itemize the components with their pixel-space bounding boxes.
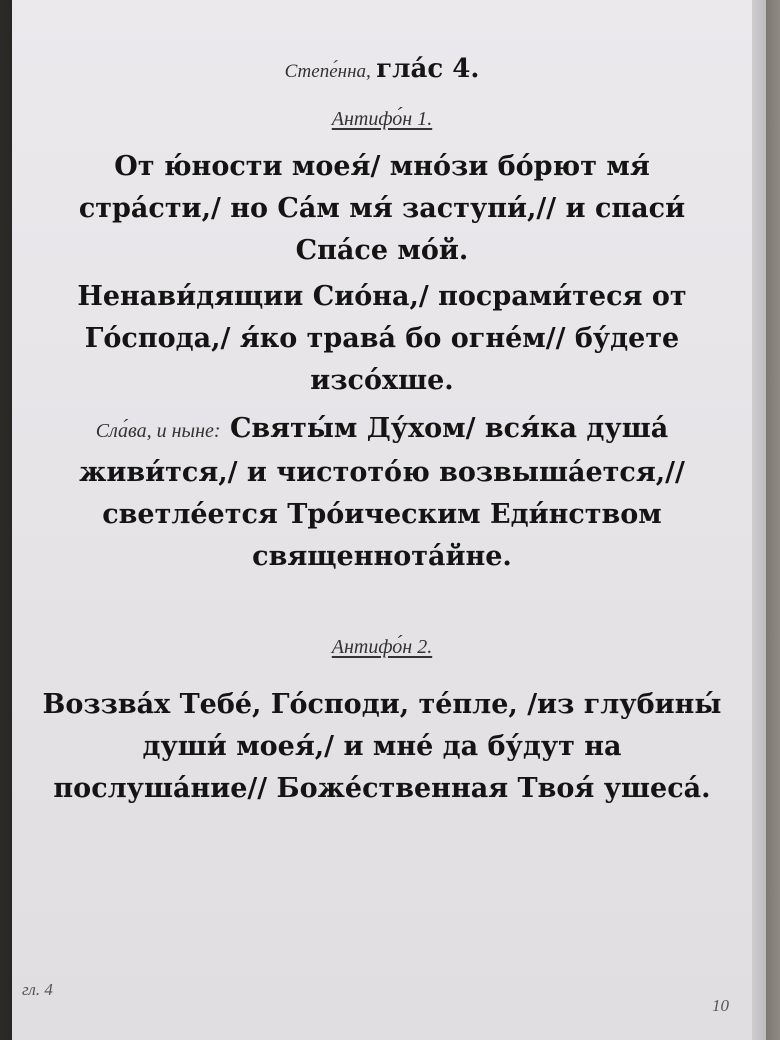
page-edge xyxy=(752,0,766,1040)
page-number: 10 xyxy=(712,996,729,1015)
antiphon-1-verse-2: Ненави́дящии Сио́на,/ посрами́теся от Го́спода,/ я́ко трава́ бо огне́м// бу́дете изсо́хше. xyxy=(77,281,687,396)
antiphon-1-glory xyxy=(42,408,722,578)
antiphon-1-title: Антифо́н 1. xyxy=(331,108,433,130)
header-label: Степе́нна, xyxy=(284,61,371,82)
footer-tone-note: гл. 4 xyxy=(22,980,53,999)
glory-lead: Сла́ва, и ныне: xyxy=(95,420,221,442)
antiphon-2-title: Антифо́н 2. xyxy=(331,636,433,658)
header-tone: гла́с 4. xyxy=(376,54,480,84)
antiphon-2-verse-1: Воззва́х Тебе́, Го́споди, те́пле, /из глубины́ души́ моея́,/ и мне́ да бу́дут на послуша́ние// Боже́ственная Твоя́ ушеса́. xyxy=(42,689,722,804)
book-page xyxy=(12,0,752,1040)
glory-text: Святы́м Ду́хом/ вся́ка душа́ живи́тся,/ и чистото́ю возвыша́ется,// светле́ется Тро́ическим Еди́нством священнота́йне. xyxy=(79,413,685,572)
page-header xyxy=(12,54,752,84)
antiphon-1-verse-1: От ю́ности моея́/ мно́зи бо́рют мя́ стра́сти,/ но Са́м мя́ заступи́,// и спаси́ Спа́се мо́й. xyxy=(78,151,686,266)
